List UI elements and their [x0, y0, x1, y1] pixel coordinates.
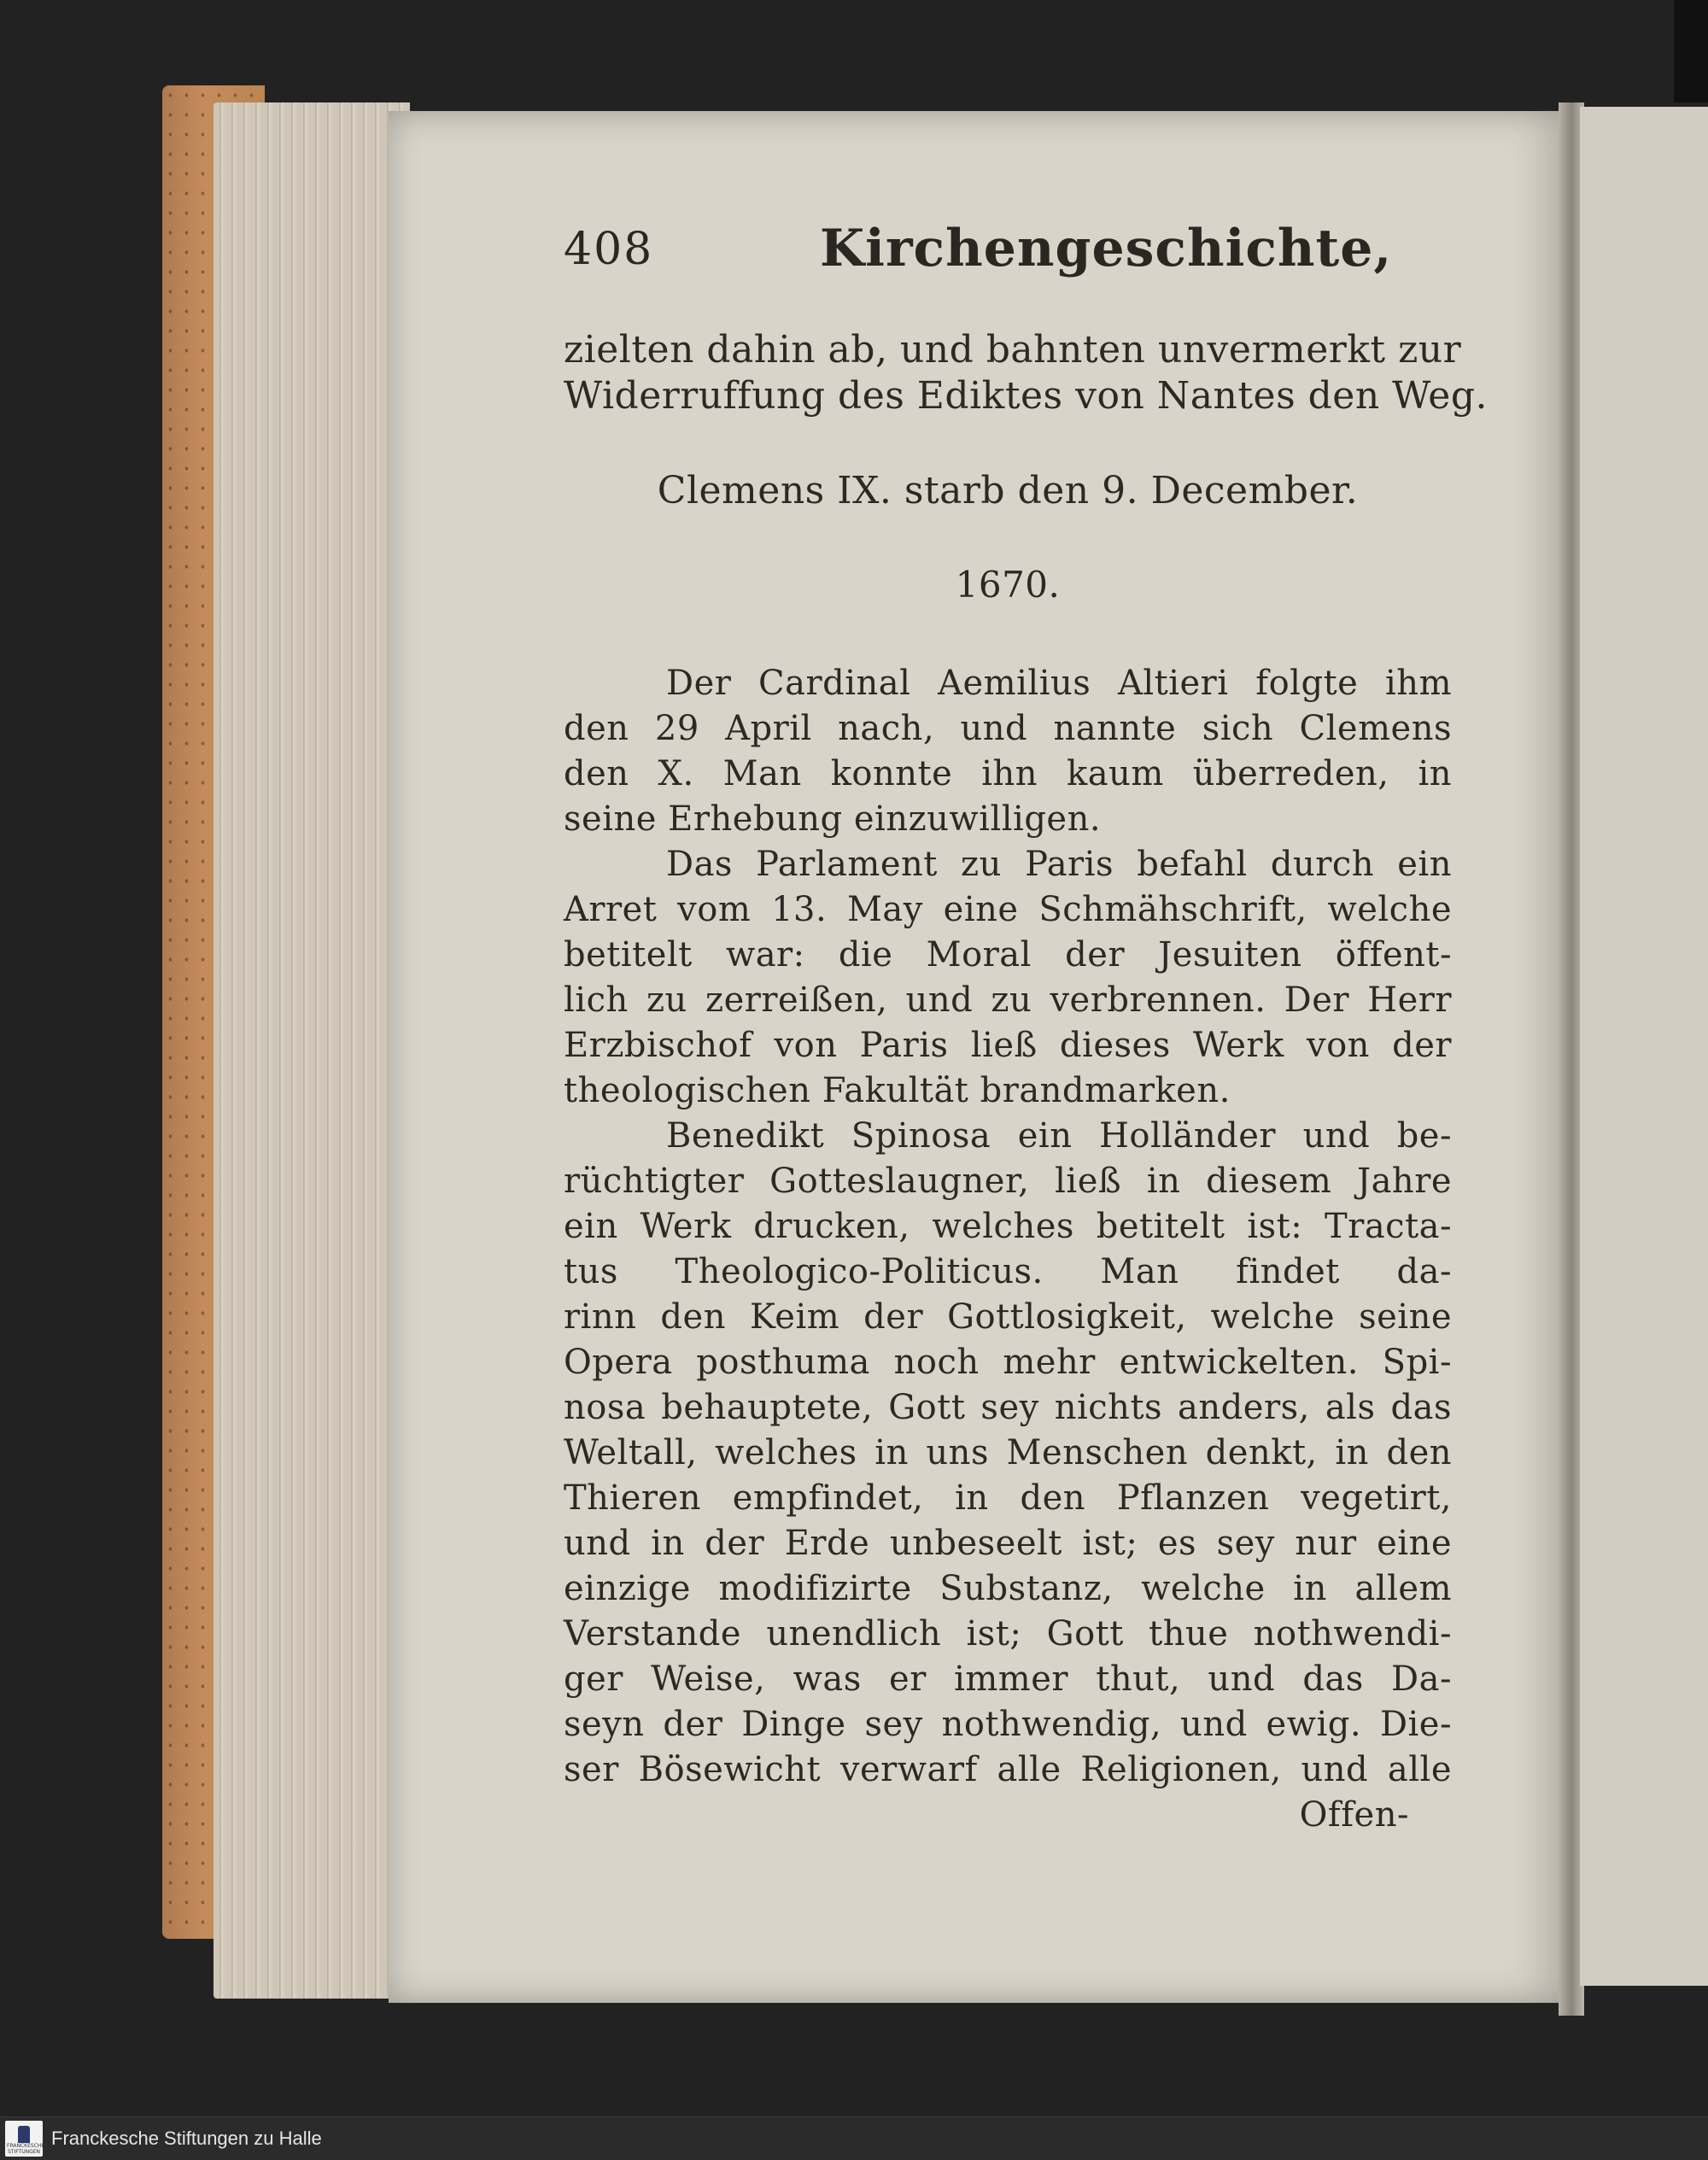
- text-line: den 29 April nach, und nannte sich Clemens: [564, 709, 1452, 748]
- page-stack: [214, 102, 410, 1999]
- catchword: Offen-: [1299, 1795, 1409, 1835]
- text-line: ser Bösewicht verwarf alle Religionen, und alle: [564, 1750, 1452, 1789]
- text-line: betitelt war: die Moral der Jesuiten öffent-: [564, 935, 1452, 975]
- text-line: einzige modifizirte Substanz, welche in allem: [564, 1569, 1452, 1608]
- running-head: Kirchengeschichte,: [820, 219, 1393, 278]
- text-line: und in der Erde unbeseelt ist; es sey nur eine: [564, 1524, 1452, 1563]
- text-line: Verstande unendlich ist; Gott thue nothwendi-: [564, 1614, 1452, 1654]
- text-line: Erzbischof von Paris ließ dieses Werk von der: [564, 1026, 1452, 1065]
- text-line: zielten dahin ab, und bahnten unvermerkt zur: [564, 328, 1462, 372]
- section-line: Clemens IX. starb den 9. December.: [657, 469, 1359, 512]
- text-line: lich zu zerreißen, und zu verbrennen. Der Herr: [564, 980, 1452, 1020]
- text-line: ger Weise, was er immer thut, und das Da-: [564, 1660, 1452, 1699]
- text-line: rüchtigter Gotteslaugner, ließ in diesem Jahre: [564, 1162, 1452, 1201]
- text-line: Benedikt Spinosa ein Holländer und be-: [666, 1116, 1452, 1156]
- text-line: tus Theologico-Politicus. Man findet da-: [564, 1252, 1452, 1291]
- viewer-footer: [0, 2116, 1708, 2160]
- page-header: [564, 219, 1452, 292]
- page-number: 408: [564, 224, 654, 275]
- text-line: den X. Man konnte ihn kaum überreden, in: [564, 754, 1452, 793]
- institution-logo: [5, 2121, 43, 2157]
- text-line: Der Cardinal Aemilius Altieri folgte ihm: [666, 664, 1452, 703]
- year-heading: 1670.: [955, 564, 1061, 606]
- facing-page-edge: [1580, 107, 1708, 1986]
- logo-icon: [18, 2126, 30, 2143]
- text-line: nosa behauptete, Gott sey nichts anders, als das: [564, 1388, 1452, 1427]
- text-line: seine Erhebung einzuwilligen.: [564, 799, 1102, 839]
- logo-text: FRANCKESCHE STIFTUNGEN: [7, 2143, 45, 2155]
- text-line: seyn der Dinge sey nothwendig, und ewig. Die-: [564, 1705, 1452, 1744]
- text-line: Thieren empfindet, in den Pflanzen vegetirt,: [564, 1478, 1452, 1518]
- text-line: rinn den Keim der Gottlosigkeit, welche seine: [564, 1297, 1452, 1337]
- text-line: Widerruffung des Ediktes von Nantes den Weg.: [564, 374, 1488, 418]
- institution-name: Franckesche Stiftungen zu Halle: [51, 2128, 322, 2149]
- background-shadow: [1674, 0, 1708, 102]
- text-line: Weltall, welches in uns Menschen denkt, in den: [564, 1433, 1452, 1472]
- text-line: ein Werk drucken, welches betitelt ist: Tracta-: [564, 1207, 1452, 1246]
- text-line: theologischen Fakultät brandmarken.: [564, 1071, 1231, 1110]
- text-line: Das Parlament zu Paris befahl durch ein: [666, 845, 1452, 884]
- text-line: Opera posthuma noch mehr entwickelten. Spi-: [564, 1343, 1452, 1382]
- text-line: Arret vom 13. May eine Schmähschrift, welche: [564, 890, 1452, 929]
